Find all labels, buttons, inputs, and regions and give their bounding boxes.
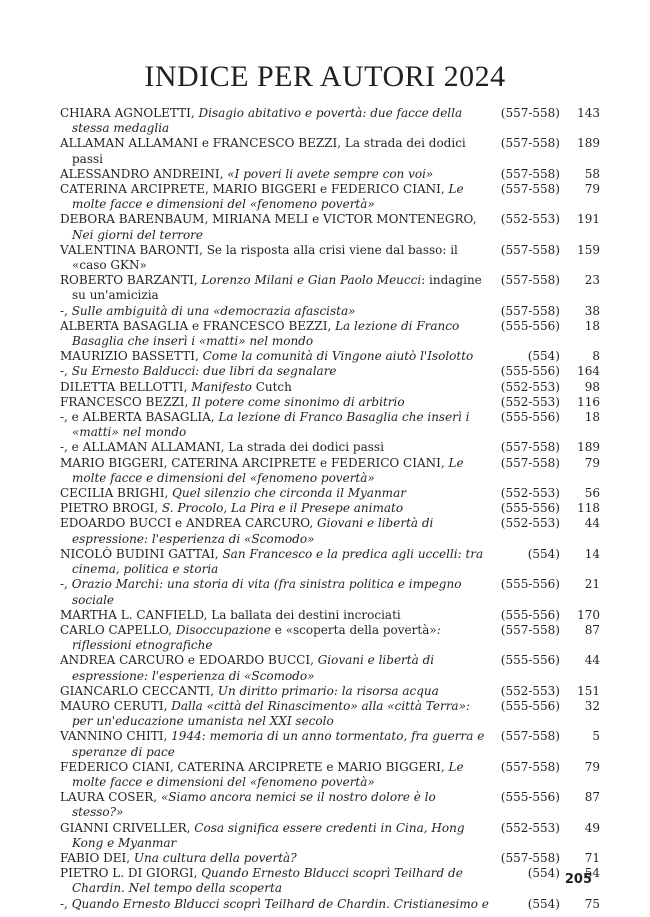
entry-title-roman: : indagine su un'amicizia — [72, 273, 482, 303]
entry-page: 5 — [592, 729, 600, 744]
page-number: 205 — [564, 872, 592, 887]
entry-title: San Francesco e la predica agli uccelli: tra cinema, politica e storia — [72, 546, 484, 577]
entry-page: 56 — [584, 486, 600, 501]
entry-page: 18 — [584, 318, 600, 333]
entry-text — [60, 577, 490, 607]
entry-issue: (557-558) — [500, 182, 560, 197]
entry-text — [60, 851, 490, 866]
entry-issue: (555-556) — [500, 653, 560, 668]
entry-text — [60, 410, 490, 440]
entry-author: PIETRO L. DI GIORGI, — [60, 866, 202, 881]
index-entry — [60, 821, 600, 851]
entry-title: Disagio abitativo e povertà: due facce della stessa medaglia — [72, 106, 463, 136]
entry-title-roman: e «scoperta della povertà» — [270, 622, 437, 637]
entry-text — [60, 623, 490, 653]
index-entry — [60, 212, 600, 242]
entry-title: Come la comunità di Vingone aiutò l'Isolotto — [202, 349, 474, 364]
entry-page: 14 — [584, 546, 600, 561]
entry-page: 21 — [584, 577, 600, 592]
entry-author: -, — [60, 577, 72, 592]
entry-page: 98 — [584, 379, 600, 394]
entry-title: «I poveri li avete sempre con voi» — [227, 166, 434, 181]
entry-page: 54 — [584, 866, 600, 881]
entry-issue: (557-558) — [500, 440, 560, 455]
entry-issue: (555-556) — [500, 318, 560, 333]
entry-text — [60, 486, 490, 501]
index-entry — [60, 319, 600, 349]
entry-page: 87 — [584, 622, 600, 637]
index-entry — [60, 851, 600, 866]
entry-text — [60, 395, 490, 410]
entry-text — [60, 136, 490, 166]
entry-issue: (552-553) — [500, 820, 560, 835]
entry-title: Le molte facce e dimensioni del «fenomeno povertà» — [72, 455, 464, 485]
entry-author: MARIO BIGGERI, CATERINA ARCIPRETE e FEDERICO CIANI, — [60, 455, 449, 470]
entry-issue: (552-553) — [500, 486, 560, 501]
entry-title: Un diritto primario: la risorsa acqua — [217, 683, 439, 698]
entry-issue: (554) — [527, 896, 560, 911]
entry-text — [60, 653, 490, 683]
entry-author: DEBORA BARENBAUM, MIRIANA MELI e VICTOR MONTENEGRO, — [60, 212, 477, 227]
entry-page: 23 — [584, 273, 600, 288]
entry-text — [60, 699, 490, 729]
index-entry — [60, 456, 600, 486]
entry-text — [60, 897, 490, 912]
entry-text — [60, 243, 490, 273]
entry-issue: (555-556) — [500, 364, 560, 379]
entry-text — [60, 182, 490, 212]
index-entry — [60, 273, 600, 303]
entry-issue: (557-558) — [500, 622, 560, 637]
entry-title: Dalla «città del Rinascimento» alla «città Terra»: per un'educazione umanista nel XXI secolo — [72, 698, 470, 729]
entry-author: FABIO DEI, — [60, 850, 134, 865]
entry-text — [60, 106, 490, 136]
entry-author: -, — [60, 896, 72, 911]
entry-text — [60, 501, 490, 516]
entry-page: 8 — [592, 349, 600, 364]
index-entry — [60, 486, 600, 501]
entry-issue: (554) — [527, 546, 560, 561]
entry-text — [60, 364, 490, 379]
index-entry — [60, 182, 600, 212]
entry-page: 38 — [584, 303, 600, 318]
index-entry — [60, 106, 600, 136]
index-entry — [60, 684, 600, 699]
entry-text — [60, 273, 490, 303]
entry-page: 118 — [577, 501, 600, 516]
entry-page: 71 — [584, 850, 600, 865]
entry-text — [60, 456, 490, 486]
entry-text — [60, 304, 490, 319]
entry-title: Su Ernesto Balducci: due libri da segnalare — [71, 364, 337, 379]
entry-text — [60, 440, 490, 455]
index-entry — [60, 364, 600, 379]
entry-page: 159 — [577, 242, 600, 257]
entry-author: ROBERTO BARZANTI, — [60, 273, 202, 288]
entry-title-cont: : riflessioni etnografiche — [72, 622, 441, 653]
entry-issue: (557-558) — [500, 273, 560, 288]
entry-author: NICOLÒ BUDINI GATTAI, — [60, 546, 223, 561]
index-entry — [60, 653, 600, 683]
index-entry — [60, 866, 600, 896]
entry-author: MAURIZIO BASSETTI, — [60, 349, 203, 364]
entry-author: GIANCARLO CECCANTI, — [60, 683, 218, 698]
entry-title: «Siamo ancora nemici se il nostro dolore è lo stesso?» — [72, 790, 436, 820]
entry-issue: (557-558) — [500, 106, 560, 120]
entry-issue: (552-553) — [500, 379, 560, 394]
entry-title: Le molte facce e dimensioni del «fenomeno povertà» — [72, 759, 464, 789]
entry-issue: (552-553) — [500, 394, 560, 409]
entry-issue: (554) — [527, 866, 560, 881]
entry-page: 116 — [577, 394, 600, 409]
entry-text — [60, 547, 490, 577]
entry-text — [60, 212, 490, 242]
entry-title: La lezione di Franco Basaglia che inserì i «matti» nel mondo — [72, 410, 470, 440]
index-entry — [60, 577, 600, 607]
index-entry — [60, 136, 600, 166]
entry-page: 32 — [584, 698, 600, 713]
entry-text — [60, 349, 490, 364]
entry-text — [60, 380, 490, 395]
entry-page: 44 — [584, 516, 600, 531]
entry-issue: (555-556) — [500, 501, 560, 516]
entry-author: CECILIA BRIGHI, — [60, 486, 173, 501]
entry-title: Nei giorni del terrore — [72, 227, 204, 242]
entry-author: VANNINO CHITI, — [60, 729, 172, 744]
entry-text — [60, 866, 490, 896]
entry-issue: (557-558) — [500, 455, 560, 470]
entry-issue: (555-556) — [500, 698, 560, 713]
entry-author: DILETTA BELLOTTI, — [60, 379, 192, 394]
entry-author: MARTHA L. CANFIELD, La ballata dei destini incrociati — [60, 607, 401, 622]
entry-page: 49 — [584, 820, 600, 835]
index-entry — [60, 410, 600, 440]
entry-title: Quando Ernesto Blducci scoprì Teilhard de Chardin. Cristianesimo e — [71, 896, 489, 911]
entry-issue: (555-556) — [500, 790, 560, 805]
entry-author: ALESSANDRO ANDREINI, — [60, 166, 228, 181]
entry-author: -, e ALBERTA BASAGLIA, — [60, 410, 219, 425]
entry-issue: (557-558) — [500, 166, 560, 181]
index-entry — [60, 440, 600, 455]
index-entry — [60, 304, 600, 319]
entry-title: Giovani e libertà di espressione: l'esperienza di «Scomodo» — [72, 653, 435, 683]
entry-page: 18 — [584, 410, 600, 425]
entry-title: Le molte facce e dimensioni del «fenomeno povertà» — [72, 182, 464, 212]
entry-page: 75 — [584, 896, 600, 911]
entry-issue: (552-553) — [500, 516, 560, 531]
entry-page: 79 — [584, 759, 600, 774]
entry-text — [60, 684, 490, 699]
entry-page: 87 — [584, 790, 600, 805]
index-entry — [60, 729, 600, 759]
entry-issue: (557-558) — [500, 729, 560, 744]
entry-title: Disoccupazione — [175, 622, 271, 637]
entry-title-roman: Cutch — [251, 379, 292, 394]
entry-title: Lorenzo Milani e Gian Paolo Meucci — [201, 273, 422, 288]
index-entry — [60, 349, 600, 364]
entry-author: VALENTINA BARONTI, Se la risposta alla crisi viene dal basso: il «caso GKN» — [60, 242, 458, 273]
entry-text — [60, 790, 490, 820]
entry-issue: (554) — [527, 349, 560, 364]
entry-title: Sulle ambiguità di una «democrazia afascista» — [71, 303, 356, 318]
entry-page: 58 — [584, 166, 600, 181]
entry-title: Orazio Marchi: una storia di vita (fra sinistra politica e impegno sociale — [71, 577, 462, 607]
entry-author: FRANCESCO BEZZI, — [60, 394, 193, 409]
index-entry — [60, 699, 600, 729]
entry-issue: (555-556) — [500, 577, 560, 592]
entry-author: -, — [60, 303, 72, 318]
entry-page: 164 — [577, 364, 600, 379]
entry-issue: (557-558) — [500, 850, 560, 865]
entry-page: 143 — [577, 106, 600, 120]
entry-title: 1944: memoria di un anno tormentato, fra guerra e speranze di pace — [72, 729, 485, 759]
index-entry — [60, 897, 600, 912]
entry-author: FEDERICO CIANI, CATERINA ARCIPRETE e MARIO BIGGERI, — [60, 759, 449, 774]
entry-issue: (557-558) — [500, 759, 560, 774]
entry-issue: (557-558) — [500, 242, 560, 257]
entry-text — [60, 167, 490, 182]
entry-author: ALLAMAN ALLAMANI e FRANCESCO BEZZI, La strada dei dodici passi — [60, 136, 466, 166]
index-entry — [60, 167, 600, 182]
entry-page: 79 — [584, 455, 600, 470]
entry-title: Quel silenzio che circonda il Myanmar — [172, 486, 406, 501]
entry-page: 44 — [584, 653, 600, 668]
entry-page: 189 — [577, 440, 600, 455]
entry-issue: (555-556) — [500, 607, 560, 622]
entry-page: 151 — [577, 683, 600, 698]
author-index-list — [60, 106, 600, 912]
index-entry — [60, 608, 600, 623]
page-title: INDICE PER AUTORI 2024 — [144, 60, 506, 93]
entry-title: Il potere come sinonimo di arbitrio — [192, 394, 405, 409]
entry-title: Manifesto — [191, 379, 252, 394]
entry-issue: (555-556) — [500, 410, 560, 425]
entry-text — [60, 821, 490, 851]
entry-author: EDOARDO BUCCI e ANDREA CARCURO, — [60, 516, 317, 531]
index-entry — [60, 395, 600, 410]
entry-title: Quando Ernesto Blducci scoprì Teilhard de Chardin. Nel tempo della scoperta — [72, 866, 463, 896]
entry-text — [60, 319, 490, 349]
entry-author: MAURO CERUTI, — [60, 698, 172, 713]
entry-text — [60, 729, 490, 759]
entry-title: S. Procolo, La Pira e il Presepe animato — [161, 501, 404, 516]
index-entry — [60, 243, 600, 273]
entry-page: 191 — [577, 212, 600, 227]
index-entry — [60, 380, 600, 395]
entry-title: Cosa significa essere credenti in Cina, Hong Kong e Myanmar — [72, 820, 465, 850]
entry-page: 170 — [577, 607, 600, 622]
entry-author: GIANNI CRIVELLER, — [60, 820, 195, 835]
entry-issue: (557-558) — [500, 303, 560, 318]
index-entry — [60, 547, 600, 577]
entry-page: 189 — [577, 136, 600, 151]
entry-text — [60, 608, 490, 623]
entry-title: Una cultura della povertà? — [133, 850, 297, 865]
index-entry — [60, 501, 600, 516]
entry-text — [60, 760, 490, 790]
entry-text — [60, 516, 490, 546]
entry-author: ANDREA CARCURO e EDOARDO BUCCI, — [60, 653, 318, 668]
entry-author: -, e ALLAMAN ALLAMANI, La strada dei dodici passi — [60, 440, 384, 455]
entry-author: CATERINA ARCIPRETE, MARIO BIGGERI e FEDERICO CIANI, — [60, 182, 449, 197]
entry-issue: (552-553) — [500, 683, 560, 698]
index-entry — [60, 516, 600, 546]
entry-author: -, — [60, 364, 72, 379]
entry-issue: (552-553) — [500, 212, 560, 227]
entry-author: PIETRO BROGI, — [60, 501, 162, 516]
entry-page: 79 — [584, 182, 600, 197]
entry-title: La lezione di Franco Basaglia che inserì i «matti» nel mondo — [72, 318, 460, 349]
entry-issue: (557-558) — [500, 136, 560, 151]
entry-title: Giovani e libertà di espressione: l'esperienza di «Scomodo» — [72, 516, 434, 546]
index-entry — [60, 790, 600, 820]
index-entry — [60, 760, 600, 790]
entry-author: ALBERTA BASAGLIA e FRANCESCO BEZZI, — [60, 318, 336, 333]
entry-author: CARLO CAPELLO, — [60, 622, 176, 637]
entry-author: CHIARA AGNOLETTI, — [60, 106, 199, 120]
entry-author: LAURA COSER, — [60, 790, 161, 805]
index-entry — [60, 623, 600, 653]
